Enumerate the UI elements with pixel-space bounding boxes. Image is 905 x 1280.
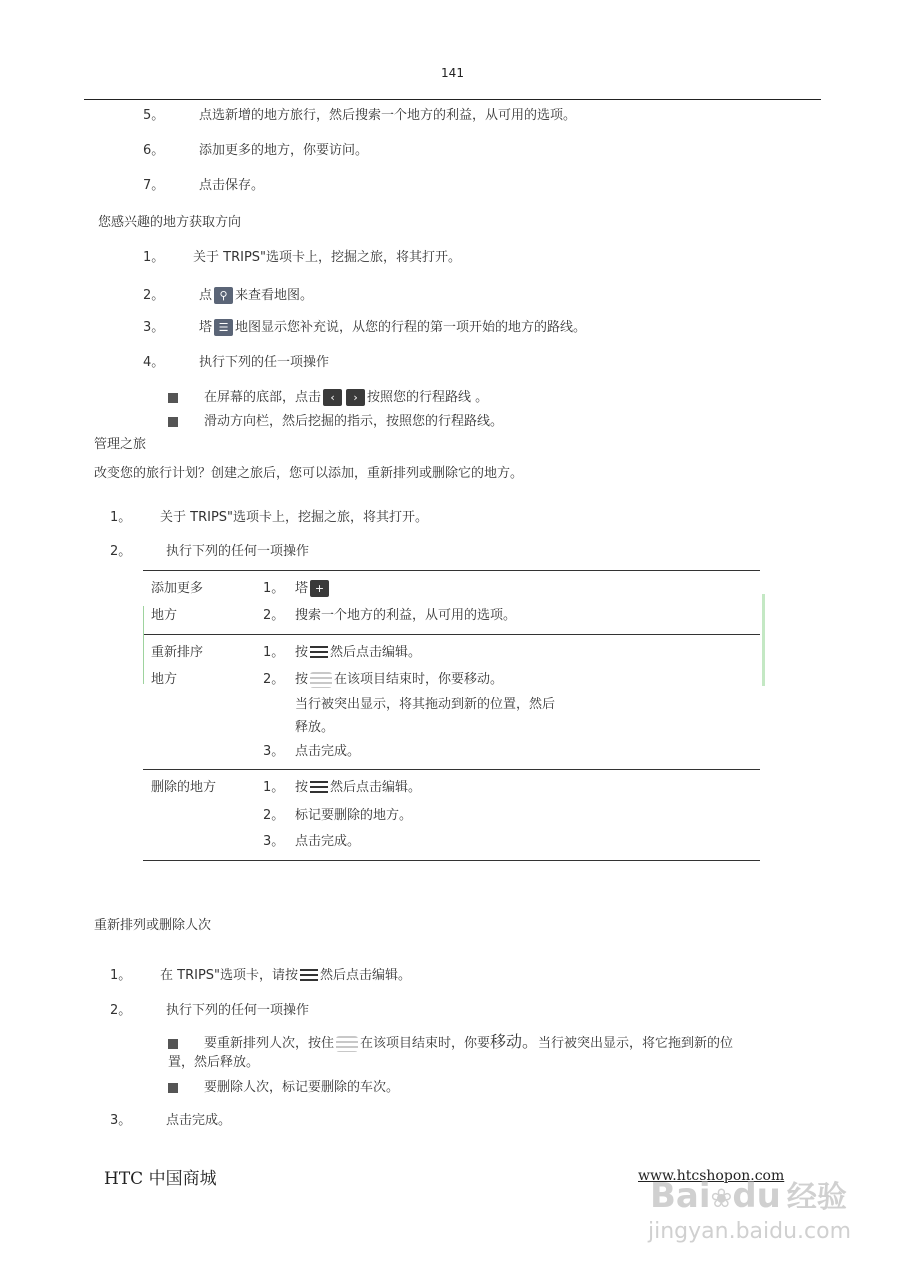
- bullet-item: 滑动方向栏，然后挖掘的指示，按照您的行程路线。: [168, 410, 503, 429]
- table-cell: 1。 塔 +: [263, 577, 331, 597]
- paw-icon: ❀: [710, 1184, 733, 1214]
- table-cell: 2。 搜索一个地方的利益，从可用的选项。: [263, 608, 517, 623]
- bullet-square: [168, 1039, 178, 1049]
- list-item: 5。 点选新增的地方旅行，然后搜索一个地方的利益，从可用的选项。: [143, 108, 577, 123]
- table-cell: 释放。: [295, 720, 335, 735]
- table-cell: 2。 按 在该项目结束时，你要移动。: [263, 672, 504, 687]
- bullet-square: [168, 417, 178, 427]
- section-heading: 重新排列或删除人次: [94, 918, 212, 933]
- chevron-left-icon: ‹: [323, 389, 342, 406]
- route-list-icon: ☰: [214, 319, 233, 336]
- baidu-watermark: Bai❀du 经验: [650, 1176, 847, 1216]
- header-rule: [84, 99, 821, 100]
- footer-brand: HTC 中国商城: [104, 1169, 217, 1189]
- map-pin-icon: ⚲: [214, 287, 233, 304]
- list-item: 2。 执行下列的任何一项操作: [110, 1003, 310, 1018]
- table-row-label: 添加更多: [151, 581, 204, 596]
- list-item: 3。 塔 ☰ 地图显示您补充说，从您的行程的第一项开始的地方的路线。: [143, 320, 587, 335]
- bullet-square: [168, 1083, 178, 1093]
- section-heading: 您感兴趣的地方获取方向: [98, 215, 242, 230]
- section-heading: 管理之旅: [94, 437, 147, 452]
- chevron-right-icon: ›: [346, 389, 365, 406]
- table-cell: 2。 标记要删除的地方。: [263, 808, 413, 823]
- bullet-item: 要删除人次，标记要删除的车次。: [168, 1076, 399, 1095]
- table-rule: [143, 769, 760, 770]
- table-rule: [143, 860, 760, 861]
- list-item: 4。 执行下列的任一项操作: [143, 355, 330, 370]
- plus-icon: +: [310, 580, 329, 597]
- table-rule: [143, 570, 760, 571]
- table-row-label: 地方: [151, 672, 178, 687]
- table-cell: 1。 按 然后点击编辑。: [263, 780, 422, 795]
- list-item: 2。 执行下列的任何一项操作: [110, 544, 310, 559]
- menu-icon: [300, 969, 318, 983]
- menu-icon: [310, 781, 328, 795]
- footer-link[interactable]: www.htcshopon.com: [638, 1168, 785, 1184]
- watermark-url: jingyan.baidu.com: [648, 1219, 852, 1244]
- list-item: 3。 点击完成。: [110, 1113, 232, 1128]
- table-row-label: 重新排序: [151, 645, 204, 660]
- list-item: 1。 在 TRIPS"选项卡，请按 然后点击编辑。: [110, 968, 412, 983]
- bullet-item: 在屏幕的底部，点击 ‹ › 按照您的行程路线 。: [168, 386, 488, 406]
- bullet-item: 要重新排列人次，按住 在该项目结束时，你要移动。当行被突出显示，将它拖到新的位: [168, 1029, 733, 1052]
- scan-artifact: [143, 606, 144, 684]
- list-item: 1。 关于 TRIPS"选项卡上，挖掘之旅，将其打开。: [110, 510, 429, 525]
- bullet-square: [168, 393, 178, 403]
- table-row-label: 地方: [151, 608, 178, 623]
- section-intro: 改变您的旅行计划？创建之旅后，您可以添加，重新排列或删除它的地方。: [94, 466, 524, 481]
- list-item: 6。 添加更多的地方，你要访问。: [143, 143, 369, 158]
- table-cell: 3。 点击完成。: [263, 834, 361, 849]
- table-rule: [143, 634, 760, 635]
- table-row-label: 删除的地方: [151, 780, 217, 795]
- list-item: 7。 点击保存。: [143, 178, 265, 193]
- scan-artifact: [762, 594, 765, 686]
- bullet-item-continuation: 置，然后释放。: [168, 1055, 260, 1070]
- page-number: 141: [441, 66, 464, 80]
- drag-handle-icon: [310, 672, 332, 688]
- list-item: 1。 关于 TRIPS"选项卡上，挖掘之旅，将其打开。: [143, 250, 462, 265]
- table-cell: 当行被突出显示，将其拖动到新的位置，然后: [295, 697, 556, 712]
- menu-icon: [310, 646, 328, 660]
- drag-handle-icon: [336, 1036, 358, 1052]
- list-item: 2。 点 ⚲ 来查看地图。: [143, 288, 314, 303]
- table-cell: 1。 按 然后点击编辑。: [263, 645, 422, 660]
- table-cell: 3。 点击完成。: [263, 744, 361, 759]
